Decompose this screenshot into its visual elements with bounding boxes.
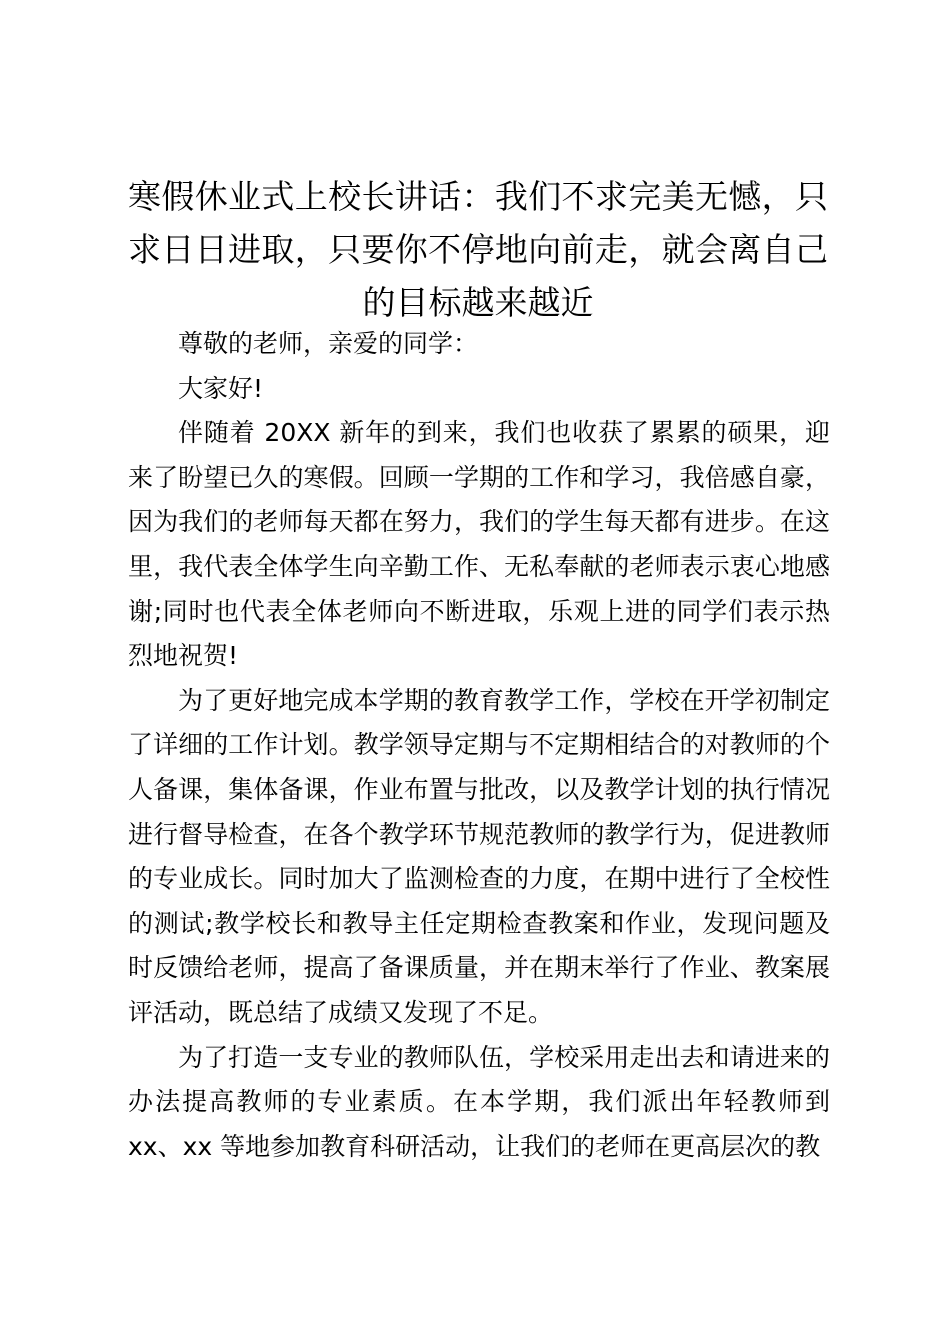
greeting-paragraph: 大家好! <box>178 373 264 403</box>
body-paragraph: 伴随着 20XX 新年的到来，我们也收获了累累的硕果，迎来了盼望已久的寒假。回顾一学期的工作和学习，我倍感自豪，因为我们的老师每天都在努力，我们的学生每天都有进步。在这里，我代表全体学生向辛勤工作、无私奉献的老师表示衷心地感谢;同时也代表全体老师向不断进取，乐观上进的同学们表示热烈地祝贺! <box>128 418 830 671</box>
body-paragraph: 为了更好地完成本学期的教育教学工作，学校在开学初制定了详细的工作计划。教学领导定期与不定期相结合的对教师的个人备课，集体备课，作业布置与批改，以及教学计划的执行情况进行督导检查，在各个教学环节规范教师的教学行为，促进教师的专业成长。同时加大了监测检查的力度，在期中进行了全校性的测试;教学校长和教导主任定期检查教案和作业，发现问题及时反馈给老师，提高了备课质量，并在期末举行了作业、教案展评活动，既总结了成绩又发现了不足。 <box>128 685 830 1027</box>
document-body <box>128 322 830 1169</box>
document-title: 寒假休业式上校长讲话：我们不求完美无憾，只求日日进取，只要你不停地向前走，就会离自己的目标越来越近 <box>128 177 828 322</box>
salutation-paragraph: 尊敬的老师，亲爱的同学： <box>178 329 479 358</box>
body-paragraph: 为了打造一支专业的教师队伍，学校采用走出去和请进来的办法提高教师的专业素质。在本学期，我们派出年轻教师到 xx、xx 等地参加教育科研活动，让我们的老师在更高层次的教 <box>128 1042 830 1161</box>
